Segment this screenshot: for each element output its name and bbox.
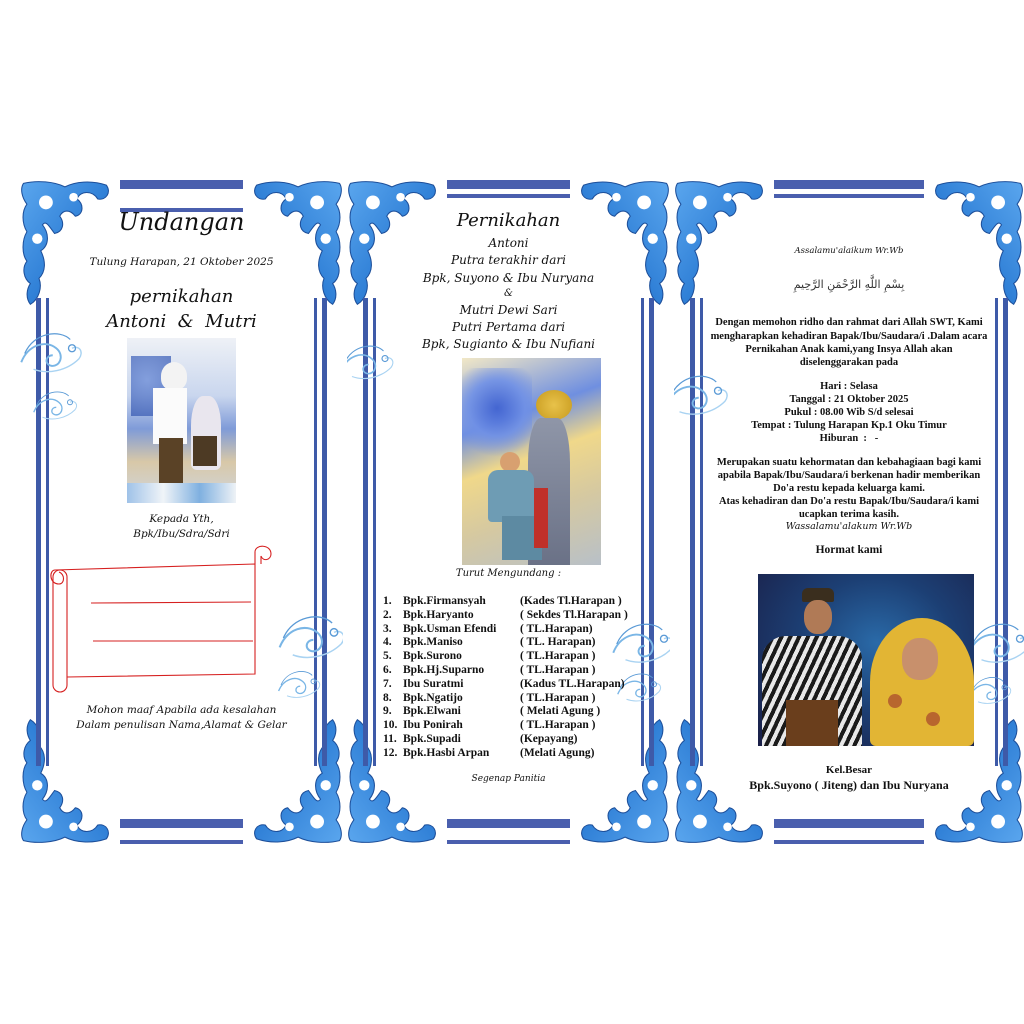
frame-stripe — [447, 819, 570, 828]
list-item — [383, 705, 670, 719]
list-item — [383, 747, 670, 761]
event-day: Hari : Selasa — [820, 381, 878, 392]
item-number: 12. — [383, 746, 398, 759]
swirl-ornament-icon — [20, 326, 86, 381]
item-name: Bpk.Usman Efendi — [403, 622, 497, 635]
groom-relation: Putra terakhir dari — [451, 253, 566, 267]
item-number: 5. — [383, 650, 392, 663]
ampersand: & — [504, 288, 513, 299]
groom-parents: Bpk, Suyono & Ibu Nuryana — [422, 271, 595, 285]
item-name: Bpk.Firmansyah — [403, 595, 486, 607]
item-name: Bpk.Haryanto — [403, 608, 474, 621]
intro-line-2: mengharapkan kehadiran Bapak/Ibu/Saudara/i .Dalam acara — [710, 331, 988, 342]
list-item — [383, 650, 670, 664]
event-label: pernikahan — [129, 286, 234, 307]
item-role: ( TL.Harapan ) — [520, 650, 596, 663]
item-role: (Melati Agung) — [520, 746, 595, 759]
list-item — [383, 692, 670, 706]
list-item — [383, 719, 670, 733]
frame-stripe — [774, 819, 924, 828]
parents-photo — [758, 574, 974, 746]
list-item — [383, 623, 670, 637]
item-number: 6. — [383, 663, 392, 676]
list-item — [383, 609, 670, 623]
corner-ornament-icon — [248, 716, 343, 846]
co-hosts-list — [383, 595, 670, 761]
item-number: 8. — [383, 691, 392, 704]
list-item — [383, 678, 670, 692]
section-title: Pernikahan — [456, 210, 561, 231]
item-role: ( TL. Harapan) — [520, 636, 596, 649]
family-names: Bpk.Suyono ( Jiteng) dan Ibu Nuryana — [749, 778, 949, 792]
apology-line-2: Dalam penulisan Nama,Alamat & Gelar — [76, 719, 287, 731]
frame-stripe — [447, 840, 570, 844]
item-role: (Kadus TL.Harapan) — [520, 677, 625, 690]
cover-couple-photo — [127, 338, 236, 503]
closing-line-1: Merupakan suatu kehormatan dan kebahagiaan bagi kami — [716, 457, 982, 468]
intro-line-3: Pernikahan Anak kami,yang Insya Allah akan — [745, 344, 953, 355]
item-name: Bpk.Hj.Suparno — [403, 663, 485, 676]
address-scroll-box[interactable] — [47, 544, 277, 694]
co-hosts-heading: Turut Mengundang : — [455, 568, 562, 579]
intro-line-1: Dengan memohon ridho dan rahmat dari Allah SWT, Kami — [715, 317, 983, 328]
item-name: Bpk.Hasbi Arpan — [403, 746, 490, 759]
addressee-label: Kepada Yth, — [149, 513, 214, 525]
swirl-ornament-icon — [30, 386, 80, 426]
item-number: 1. — [383, 595, 392, 607]
item-number: 9. — [383, 705, 392, 718]
item-number: 2. — [383, 608, 392, 621]
list-item — [383, 733, 670, 747]
regards: Hormat kami — [815, 544, 883, 556]
farewell: Wassalamu'alakum Wr.Wb — [785, 521, 913, 532]
frame-stripe — [447, 194, 570, 198]
event-time: Pukul : 08.00 Wib S/d selesai — [784, 407, 914, 418]
frame-stripe — [774, 194, 924, 198]
item-role: (Kades Tl.Harapan ) — [520, 595, 622, 607]
groom-name: Antoni — [488, 236, 529, 250]
panel-details — [674, 178, 1024, 846]
item-name: Bpk.Elwani — [403, 705, 461, 718]
frame-stripe — [774, 180, 924, 189]
family-label: Kel.Besar — [825, 764, 873, 776]
committee-label: Segenap Panitia — [471, 774, 546, 784]
greeting: Assalamu'alaikum Wr.Wb — [794, 246, 904, 256]
item-name: Bpk.Supadi — [403, 732, 461, 745]
item-role: ( TL.Harapan ) — [520, 691, 596, 704]
frame-stripe — [120, 840, 243, 844]
bismillah-calligraphy: بِسْمِ اللَّهِ الرَّحْمَنِ الرَّحِيمِ — [793, 278, 905, 291]
corner-ornament-icon — [20, 716, 115, 846]
place-date: Tulung Harapan, 21 Oktober 2025 — [89, 256, 274, 268]
frame-stripe — [774, 840, 924, 844]
list-item — [383, 595, 670, 609]
item-number: 4. — [383, 636, 392, 649]
item-name: Bpk.Ngatijo — [403, 691, 463, 704]
item-name: Ibu Suratmi — [403, 677, 464, 690]
item-number: 10. — [383, 719, 398, 732]
item-name: Ibu Ponirah — [403, 719, 463, 732]
item-number: 11. — [383, 732, 397, 745]
event-entertainment: Hiburan : - — [819, 433, 879, 444]
item-role: ( TL.Harapan ) — [520, 719, 596, 732]
event-venue: Tempat : Tulung Harapan Kp.1 Oku Timur — [751, 420, 947, 431]
intro-line-4: diselenggarakan pada — [799, 357, 899, 368]
event-date: Tanggal : 21 Oktober 2025 — [789, 394, 909, 405]
item-number: 7. — [383, 677, 392, 690]
swirl-ornament-icon — [275, 666, 323, 704]
item-number: 3. — [383, 622, 392, 635]
frame-stripe — [120, 819, 243, 828]
closing-line-3: Do'a restu kepada keluarga kami. — [773, 483, 925, 494]
item-role: ( TL.Harapan) — [520, 622, 593, 635]
item-name: Bpk.Surono — [403, 650, 462, 663]
panel-couple — [347, 178, 670, 846]
cover-title: Undangan — [118, 208, 245, 236]
closing-line-2: apabila Bapak/Ibu/Saudara/i berkenan hadir memberikan — [717, 470, 981, 481]
frame-stripe — [447, 180, 570, 189]
panel-cover — [20, 178, 343, 846]
apology-line-1: Mohon maaf Apabila ada kesalahan — [86, 704, 277, 716]
item-role: (Kepayang) — [520, 732, 578, 745]
frame-stripe — [120, 180, 243, 189]
bride-relation: Putri Pertama dari — [451, 320, 566, 334]
swirl-ornament-icon — [274, 608, 343, 668]
item-role: ( TL.Harapan ) — [520, 663, 596, 676]
item-role: ( Melati Agung ) — [520, 705, 601, 718]
bride-parents: Bpk, Sugianto & Ibu Nufiani — [421, 337, 596, 351]
list-item — [383, 636, 670, 650]
item-name: Bpk.Maniso — [403, 636, 463, 649]
addressee-titles: Bpk/Ibu/Sdra/Sdri — [133, 528, 230, 540]
middle-couple-photo — [462, 358, 601, 565]
closing-line-4: Atas kehadiran dan Do'a restu Bapak/Ibu/Saudara/i kami — [718, 496, 980, 507]
item-role: ( Sekdes Tl.Harapan ) — [520, 608, 628, 621]
list-item — [383, 664, 670, 678]
closing-line-5: ucapkan terima kasih. — [798, 509, 900, 520]
invitation-sheet — [20, 178, 1024, 846]
bride-name: Mutri Dewi Sari — [459, 303, 558, 317]
couple-names: Antoni & Mutri — [106, 311, 257, 332]
